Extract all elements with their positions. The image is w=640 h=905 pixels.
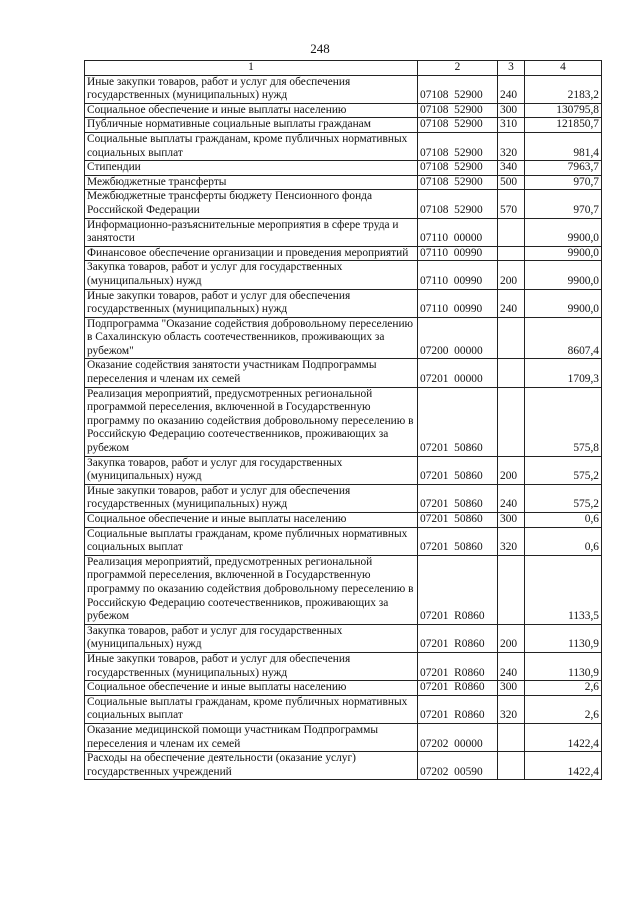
row-expense-type [498,752,525,780]
row-name: Расходы на обеспечение деятельности (оказание услуг) государственных учреждений [85,752,418,780]
row-amount: 130795,8 [525,103,602,118]
row-amount: 1133,5 [525,555,602,624]
row-amount: 575,8 [525,387,602,456]
table-row [85,513,602,528]
row-amount: 1130,9 [525,624,602,652]
row-amount: 981,4 [525,132,602,160]
row-expense-type: 570 [498,190,525,218]
row-amount: 9900,0 [525,289,602,317]
row-expense-type: 300 [498,513,525,528]
row-target-code: 07110 00000 [418,218,498,246]
row-expense-type: 320 [498,527,525,555]
table-row [85,218,602,246]
row-expense-type: 300 [498,103,525,118]
row-target-code: 07110 00990 [418,261,498,289]
row-name: Межбюджетные трансферты бюджету Пенсионного фонда Российской Федерации [85,190,418,218]
row-amount: 2,6 [525,681,602,696]
row-target-code: 07201 00000 [418,359,498,387]
row-expense-type: 240 [498,652,525,680]
header-col-4: 4 [525,61,602,76]
table-row [85,359,602,387]
row-target-code: 07108 52900 [418,103,498,118]
table-row [85,190,602,218]
row-amount: 0,6 [525,513,602,528]
row-expense-type [498,723,525,751]
table-row [85,555,602,624]
row-expense-type [498,555,525,624]
table-row [85,752,602,780]
row-amount: 9900,0 [525,218,602,246]
row-target-code: 07201 50860 [418,484,498,512]
row-name: Оказание содействия занятости участникам Подпрограммы переселения и членам их семей [85,359,418,387]
row-amount: 0,6 [525,527,602,555]
row-expense-type [498,359,525,387]
table-body [85,75,602,780]
row-expense-type [498,387,525,456]
row-name: Межбюджетные трансферты [85,175,418,190]
row-expense-type [498,218,525,246]
table-row [85,723,602,751]
table-row [85,695,602,723]
table-row [85,261,602,289]
row-name: Иные закупки товаров, работ и услуг для обеспечения государственных (муниципальных) нужд [85,652,418,680]
header-col-2: 2 [418,61,498,76]
row-target-code: 07108 52900 [418,118,498,133]
row-target-code: 07201 R0860 [418,681,498,696]
row-name: Иные закупки товаров, работ и услуг для обеспечения государственных (муниципальных) нужд [85,75,418,103]
table-row [85,387,602,456]
table-row [85,103,602,118]
row-amount: 1422,4 [525,723,602,751]
row-expense-type: 300 [498,681,525,696]
row-target-code: 07201 50860 [418,456,498,484]
row-amount: 970,7 [525,175,602,190]
table-row [85,484,602,512]
row-name: Социальное обеспечение и иные выплаты населению [85,681,418,696]
row-expense-type: 320 [498,695,525,723]
table-row [85,132,602,160]
row-target-code: 07108 52900 [418,75,498,103]
row-target-code: 07201 50860 [418,387,498,456]
row-expense-type: 240 [498,484,525,512]
row-expense-type: 240 [498,289,525,317]
row-name: Публичные нормативные социальные выплаты гражданам [85,118,418,133]
table-row [85,246,602,261]
row-name: Стипендии [85,161,418,176]
row-amount: 8607,4 [525,317,602,359]
row-target-code: 07201 R0860 [418,652,498,680]
page-number: 248 [310,41,330,56]
row-expense-type: 320 [498,132,525,160]
row-name: Иные закупки товаров, работ и услуг для обеспечения государственных (муниципальных) нужд [85,484,418,512]
row-amount: 7963,7 [525,161,602,176]
table-row [85,175,602,190]
table-row [85,75,602,103]
table-row [85,527,602,555]
table-row [85,456,602,484]
row-name: Социальное обеспечение и иные выплаты населению [85,513,418,528]
row-target-code: 07108 52900 [418,132,498,160]
table-row [85,652,602,680]
row-name: Реализация мероприятий, предусмотренных региональной программой переселения, включенной в Государственную программу по оказанию содействия добровольному переселению в Российскую Федерацию соотечественников, проживающих за рубежом [85,387,418,456]
row-name: Реализация мероприятий, предусмотренных региональной программой переселения, включенной в Государственную программу по оказанию содействия добровольному переселению в Российскую Федерацию соотечественников, проживающих за рубежом [85,555,418,624]
row-amount: 1709,3 [525,359,602,387]
row-target-code: 07201 50860 [418,527,498,555]
row-expense-type [498,317,525,359]
row-amount: 2,6 [525,695,602,723]
row-expense-type: 200 [498,261,525,289]
row-amount: 1130,9 [525,652,602,680]
row-expense-type: 200 [498,456,525,484]
row-target-code: 07201 R0860 [418,695,498,723]
row-expense-type: 240 [498,75,525,103]
row-amount: 1422,4 [525,752,602,780]
row-amount: 970,7 [525,190,602,218]
row-name: Закупка товаров, работ и услуг для государственных (муниципальных) нужд [85,624,418,652]
table-row [85,624,602,652]
row-name: Социальное обеспечение и иные выплаты населению [85,103,418,118]
row-amount: 2183,2 [525,75,602,103]
row-name: Информационно-разъяснительные мероприятия в сфере труда и занятости [85,218,418,246]
row-target-code: 07108 52900 [418,175,498,190]
table-row [85,681,602,696]
row-name: Закупка товаров, работ и услуг для государственных (муниципальных) нужд [85,261,418,289]
row-name: Социальные выплаты гражданам, кроме публичных нормативных социальных выплат [85,527,418,555]
row-name: Оказание медицинской помощи участникам Подпрограммы переселения и членам их семей [85,723,418,751]
row-amount: 9900,0 [525,246,602,261]
row-target-code: 07108 52900 [418,161,498,176]
row-name: Социальные выплаты гражданам, кроме публичных нормативных социальных выплат [85,132,418,160]
row-expense-type [498,246,525,261]
row-target-code: 07110 00990 [418,289,498,317]
row-amount: 121850,7 [525,118,602,133]
row-amount: 575,2 [525,484,602,512]
budget-table [84,60,602,780]
row-target-code: 07202 00590 [418,752,498,780]
row-target-code: 07201 50860 [418,513,498,528]
row-target-code: 07108 52900 [418,190,498,218]
table-row [85,289,602,317]
row-name: Закупка товаров, работ и услуг для государственных (муниципальных) нужд [85,456,418,484]
row-amount: 575,2 [525,456,602,484]
table-row [85,317,602,359]
row-name: Социальные выплаты гражданам, кроме публичных нормативных социальных выплат [85,695,418,723]
table-row [85,118,602,133]
row-name: Иные закупки товаров, работ и услуг для обеспечения государственных (муниципальных) нужд [85,289,418,317]
row-target-code: 07202 00000 [418,723,498,751]
row-expense-type: 340 [498,161,525,176]
header-col-3: 3 [498,61,525,76]
row-expense-type: 200 [498,624,525,652]
row-expense-type: 500 [498,175,525,190]
row-name: Подпрограмма "Оказание содействия добровольному переселению в Сахалинскую область соотечественников, проживающих за рубежом" [85,317,418,359]
table-header-row [85,61,602,76]
table-row [85,161,602,176]
row-amount: 9900,0 [525,261,602,289]
row-target-code: 07201 R0860 [418,624,498,652]
row-name: Финансовое обеспечение организации и проведения мероприятий [85,246,418,261]
header-col-1: 1 [85,61,418,76]
row-target-code: 07200 00000 [418,317,498,359]
row-target-code: 07110 00990 [418,246,498,261]
row-target-code: 07201 R0860 [418,555,498,624]
row-expense-type: 310 [498,118,525,133]
